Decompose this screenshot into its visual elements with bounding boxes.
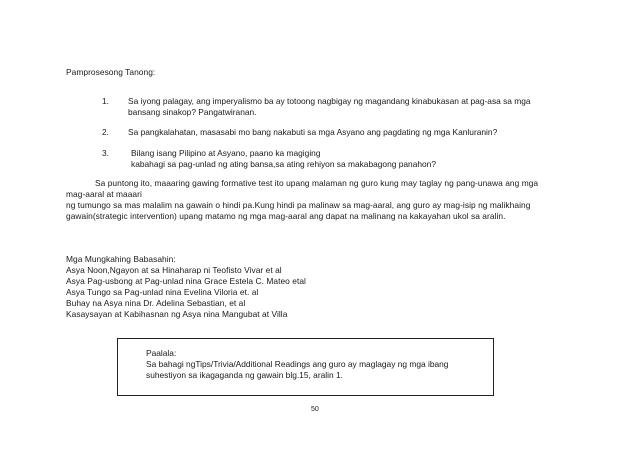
question-text [128, 96, 531, 118]
readings-title: Mga Mungkahing Babasahin: [66, 254, 176, 264]
reading-item: Buhay na Asya nina Dr. Adelina Sebastian, et al [66, 298, 246, 308]
note-line: suhestiyon sa ikagaganda ng gawain blg.15, aralin 1. [146, 370, 343, 380]
page-number: 50 [311, 406, 319, 413]
question-line: Bilang isang Pilipino at Asyano, paano ka magiging [131, 148, 321, 158]
question-number: 2. [102, 127, 109, 137]
question-line: bansang sinakop? Pangatwiranan. [128, 107, 257, 117]
question-line: Sa pangkalahatan, masasabi mo bang nakabuti sa mga Asyano ang pagdating ng mga Kanluranin? [128, 127, 498, 137]
paragraph-line: Sa puntong ito, maaaring gawing formative test ito upang malaman ng guro kung may taglay ng pang-unawa ang mga [95, 178, 539, 188]
question-text [131, 148, 436, 170]
reading-item: Asya Pag-usbong at Pag-unlad nina Grace Estela C. Mateo etal [66, 276, 306, 286]
paragraph-line: ng tumungo sa mas malalim na gawain o hindi pa.Kung hindi pa malinaw sa mag-aaral, ang guro ay mag-isip ng malikhaing [66, 200, 531, 210]
note-line: Sa bahagi ngTips/Trivia/Additional Readings ang guro ay maglagay ng mga ibang [146, 359, 449, 369]
question-number: 1. [102, 96, 109, 106]
question-text [128, 127, 497, 138]
reading-item: Asya Tungo sa Pag-unlad nina Evelina Viloria et. al [66, 287, 259, 297]
note-box [117, 338, 494, 396]
reading-item: Kasaysayan at Kabihasnan ng Asya nina Mangubat at Villa [66, 309, 288, 319]
question-number: 3. [102, 148, 109, 158]
paragraph-line: mag-aaral at maaari [66, 189, 142, 199]
note-content [146, 348, 448, 381]
paragraph-line: gawain(strategic intervention) upang matamo ng mga mag-aaral ang dapat na malinang na kakayahan ukol sa aralin. [66, 211, 506, 221]
note-title: Paalala: [146, 348, 177, 358]
question-line: kabahagi sa pag-unlad ng ating bansa,sa ating rehiyon sa makabagong panahon? [131, 159, 436, 169]
question-line: Sa iyong palagay, ang imperyalismo ba ay totoong nagbigay ng magandang kinabukasan at pag-asa sa mga [128, 96, 531, 106]
section-heading: Pamprosesong Tanong: [66, 67, 156, 77]
reading-item: Asya Noon,Ngayon at sa Hinaharap ni Teofisto Vivar et al [66, 265, 282, 275]
